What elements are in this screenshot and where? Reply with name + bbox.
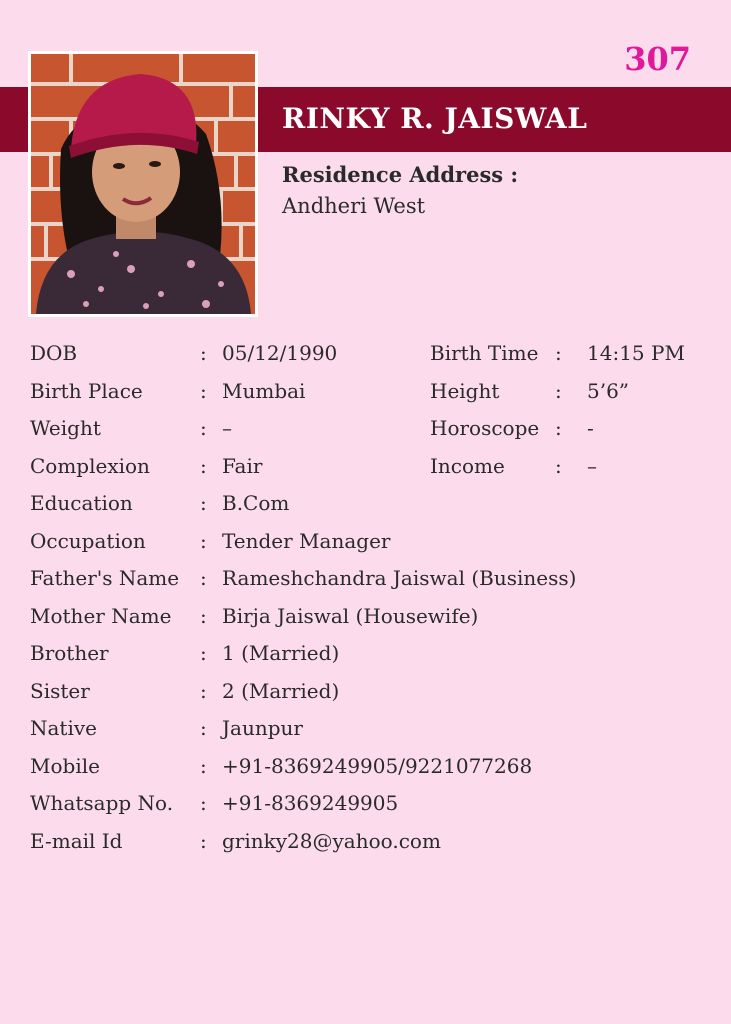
- sister-label: Sister: [30, 678, 90, 703]
- birth-place-value: Mumbai: [222, 378, 306, 403]
- colon: :: [555, 341, 562, 365]
- mobile-value: +91-8369249905/9221077268: [222, 753, 533, 778]
- detail-row-whatsapp: [30, 791, 710, 829]
- detail-row-fathers-name: [30, 566, 710, 604]
- residence-address-value: Andheri West: [282, 194, 426, 218]
- detail-row-weight: [30, 416, 710, 454]
- detail-row-complexion: [30, 454, 710, 492]
- email-value: grinky28@yahoo.com: [222, 828, 441, 853]
- colon: :: [200, 716, 207, 740]
- profile-photo: [28, 51, 258, 317]
- whatsapp-value: +91-8369249905: [222, 791, 399, 815]
- birth-time-label: Birth Time: [430, 341, 539, 365]
- colon: :: [555, 378, 562, 403]
- birth-place-label: Birth Place: [30, 378, 143, 403]
- detail-row-mother-name: [30, 604, 710, 642]
- education-label: Education: [30, 491, 133, 515]
- fathers-name-label: Father's Name: [30, 566, 180, 590]
- colon: :: [200, 491, 207, 515]
- colon: :: [200, 566, 207, 590]
- colon: :: [200, 378, 207, 403]
- colon: :: [200, 678, 207, 703]
- residence-address-label: Residence Address :: [282, 162, 519, 187]
- mother-name-label: Mother Name: [30, 603, 172, 628]
- horoscope-value: -: [587, 416, 594, 440]
- profile-name: RINKY R. JAISWAL: [282, 102, 588, 135]
- native-label: Native: [30, 716, 97, 740]
- weight-value: –: [222, 416, 232, 440]
- colon: :: [200, 416, 207, 440]
- mobile-label: Mobile: [30, 753, 100, 778]
- page-number: 307: [624, 40, 691, 78]
- birth-time-value: 14:15 PM: [587, 341, 685, 365]
- height-label: Height: [430, 378, 500, 403]
- colon: :: [200, 528, 207, 553]
- detail-row-birth-place: [30, 379, 710, 417]
- email-label: E-mail Id: [30, 828, 123, 853]
- income-label: Income: [430, 453, 505, 478]
- detail-row-native: [30, 716, 710, 754]
- colon: :: [200, 791, 207, 815]
- complexion-label: Complexion: [30, 453, 150, 478]
- detail-row-sister: [30, 679, 710, 717]
- detail-row-occupation: [30, 529, 710, 567]
- detail-row-email: [30, 829, 710, 867]
- height-value: 5’6”: [587, 378, 630, 403]
- profile-photo-image: [31, 54, 255, 314]
- brother-value: 1 (Married): [222, 641, 340, 665]
- colon: :: [200, 453, 207, 478]
- detail-row-mobile: [30, 754, 710, 792]
- brother-label: Brother: [30, 641, 109, 665]
- mother-name-value: Birja Jaiswal (Housewife): [222, 603, 479, 628]
- sister-value: 2 (Married): [222, 678, 340, 703]
- fathers-name-value: Rameshchandra Jaiswal (Business): [222, 566, 577, 590]
- details-list: [30, 341, 710, 866]
- colon: :: [200, 603, 207, 628]
- complexion-value: Fair: [222, 453, 263, 478]
- dob-value: 05/12/1990: [222, 341, 338, 365]
- education-value: B.Com: [222, 491, 290, 515]
- colon: :: [200, 828, 207, 853]
- horoscope-label: Horoscope: [430, 416, 540, 440]
- native-value: Jaunpur: [222, 716, 303, 740]
- weight-label: Weight: [30, 416, 101, 440]
- dob-label: DOB: [30, 341, 78, 365]
- detail-row-dob: [30, 341, 710, 379]
- colon: :: [200, 341, 207, 365]
- detail-row-brother: [30, 641, 710, 679]
- colon: :: [200, 753, 207, 778]
- whatsapp-label: Whatsapp No.: [30, 791, 174, 815]
- colon: :: [555, 416, 562, 440]
- colon: :: [200, 641, 207, 665]
- detail-row-education: [30, 491, 710, 529]
- occupation-value: Tender Manager: [222, 528, 391, 553]
- occupation-label: Occupation: [30, 528, 146, 553]
- colon: :: [555, 453, 562, 478]
- income-value: –: [587, 453, 597, 478]
